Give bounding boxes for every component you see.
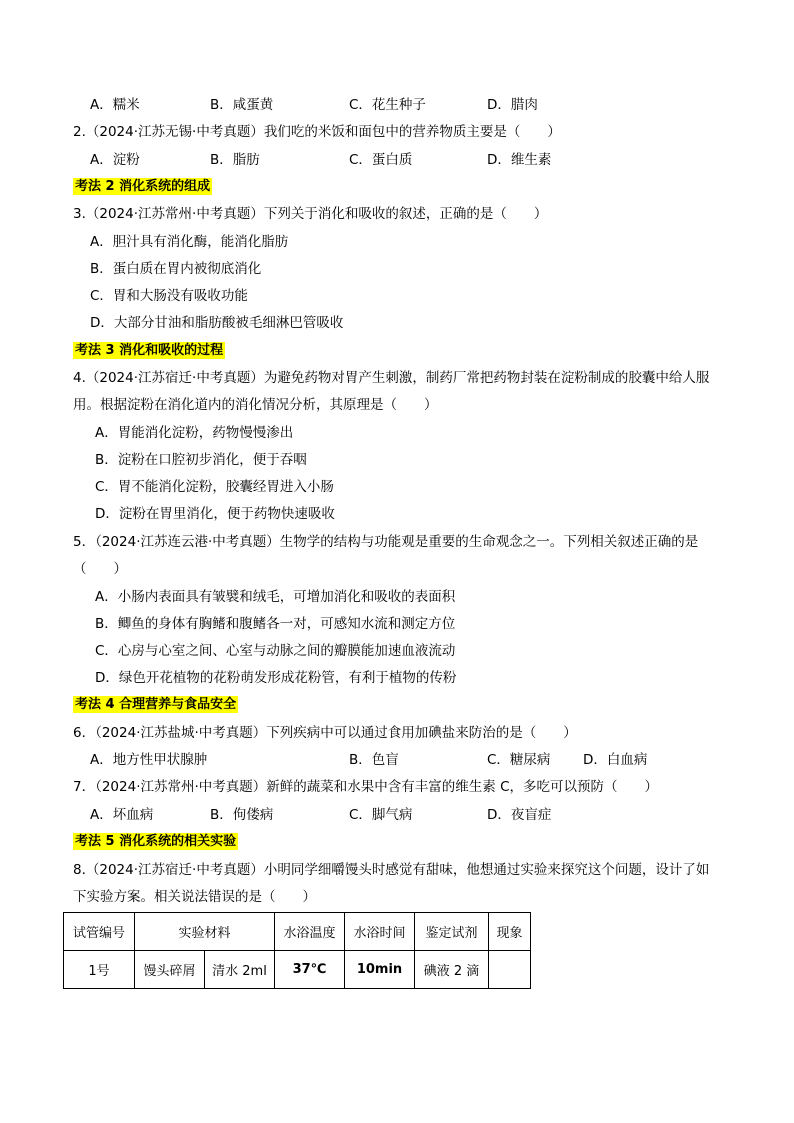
q7-stem: 7．（2024·江苏常州·中考真题）新鲜的蔬菜和水果中含有丰富的维生素 C，多吃可以预防（ ） — [73, 779, 658, 795]
header-phenomenon: 现象 — [489, 913, 531, 951]
section-heading-5: 考法 5 消化系统的相关实验 — [75, 834, 237, 849]
q3-option-c[interactable]: C．胃和大肠没有吸收功能 — [90, 288, 248, 304]
q5-option-a[interactable]: A．小肠内表面具有皱襞和绒毛，可增加消化和吸收的表面积 — [95, 589, 456, 605]
section-heading-2: 考法 2 消化系统的组成 — [75, 179, 211, 194]
header-reagent: 鉴定试剂 — [415, 913, 489, 951]
table-header-row — [64, 913, 531, 951]
q3-option-b[interactable]: B．蛋白质在胃内被彻底消化 — [90, 261, 262, 277]
q7-option-d[interactable]: D．夜盲症 — [487, 807, 552, 823]
cell-time: 10min — [345, 951, 415, 989]
header-bath-time: 水浴时间 — [345, 913, 415, 951]
q5-option-d[interactable]: D．绿色开花植物的花粉萌发形成花粉管，有利于植物的传粉 — [95, 670, 457, 686]
q5-option-c[interactable]: C．心房与心室之间、心室与动脉之间的瓣膜能加速血液流动 — [95, 643, 456, 659]
header-bath-temperature: 水浴温度 — [275, 913, 345, 951]
q4-option-d[interactable]: D．淀粉在胃里消化，便于药物快速吸收 — [95, 506, 335, 522]
q8-stem-line1: 8.（2024·江苏宿迁·中考真题）小明同学细嚼馒头时感觉有甜味，他想通过实验来探究这个问题，设计了如 — [73, 862, 710, 878]
q4-option-b[interactable]: B．淀粉在口腔初步消化，便于吞咽 — [95, 452, 307, 468]
q1-option-d[interactable]: D．腊肉 — [487, 97, 538, 113]
q3-option-d[interactable]: D．大部分甘油和脂肪酸被毛细淋巴管吸收 — [90, 315, 344, 331]
section-heading-3: 考法 3 消化和吸收的过程 — [75, 343, 224, 358]
q2-option-c[interactable]: C．蛋白质 — [349, 152, 413, 168]
q2-stem: 2.（2024·江苏无锡·中考真题）我们吃的米饭和面包中的营养物质主要是（ ） — [73, 124, 561, 140]
q1-option-b[interactable]: B．咸蛋黄 — [210, 97, 274, 113]
q5-stem-line1: 5．（2024·江苏连云港·中考真题）生物学的结构与功能观是重要的生命观念之一。下列相关叙述正确的是 — [73, 534, 699, 550]
q6-option-c[interactable]: C．糖尿病 — [487, 752, 551, 768]
q5-option-b[interactable]: B．鲫鱼的身体有胸鳍和腹鳍各一对，可感知水流和测定方位 — [95, 616, 456, 632]
q1-option-a[interactable]: A．糯米 — [90, 97, 140, 113]
q4-stem-line2: 用。根据淀粉在消化道内的消化情况分析，其原理是（ ） — [73, 397, 438, 413]
q2-option-a[interactable]: A．淀粉 — [90, 152, 140, 168]
q2-option-b[interactable]: B．脂肪 — [210, 152, 260, 168]
cell-phenomenon — [489, 951, 531, 989]
cell-tube-number: 1号 — [64, 951, 135, 989]
q6-option-d[interactable]: D．白血病 — [583, 752, 648, 768]
cell-temperature: 37℃ — [275, 951, 345, 989]
q3-option-a[interactable]: A．胆汁具有消化酶，能消化脂肪 — [90, 234, 289, 250]
cell-reagent: 碘液 2 滴 — [415, 951, 489, 989]
header-material: 实验材料 — [135, 913, 275, 951]
q4-stem-line1: 4.（2024·江苏宿迁·中考真题）为避免药物对胃产生刺激，制药厂常把药物封装在淀粉制成的胶囊中给人服 — [73, 370, 710, 386]
q7-option-a[interactable]: A．坏血病 — [90, 807, 154, 823]
q6-option-b[interactable]: B．色盲 — [349, 752, 399, 768]
q2-option-d[interactable]: D．维生素 — [487, 152, 552, 168]
q6-option-a[interactable]: A．地方性甲状腺肿 — [90, 752, 208, 768]
q8-stem-line2: 下实验方案。相关说法错误的是（ ） — [73, 889, 316, 905]
cell-water: 清水 2ml — [205, 951, 275, 989]
q3-stem: 3.（2024·江苏常州·中考真题）下列关于消化和吸收的叙述，正确的是（ ） — [73, 206, 548, 222]
q5-stem-line2: （ ） — [73, 561, 127, 577]
q4-option-c[interactable]: C．胃不能消化淀粉，胶囊经胃进入小肠 — [95, 479, 334, 495]
q7-option-c[interactable]: C．脚气病 — [349, 807, 413, 823]
q4-option-a[interactable]: A．胃能消化淀粉，药物慢慢渗出 — [95, 425, 294, 441]
q1-option-c[interactable]: C．花生种子 — [349, 97, 426, 113]
header-tube-number: 试管编号 — [64, 913, 135, 951]
section-heading-4: 考法 4 合理营养与食品安全 — [75, 697, 237, 712]
q6-stem: 6．（2024·江苏盐城·中考真题）下列疾病中可以通过食用加碘盐来防治的是（ ） — [73, 725, 577, 741]
q7-option-b[interactable]: B．佝偻病 — [210, 807, 274, 823]
experiment-table — [63, 912, 531, 989]
table-row — [64, 951, 531, 989]
cell-material: 馒头碎屑 — [135, 951, 205, 989]
